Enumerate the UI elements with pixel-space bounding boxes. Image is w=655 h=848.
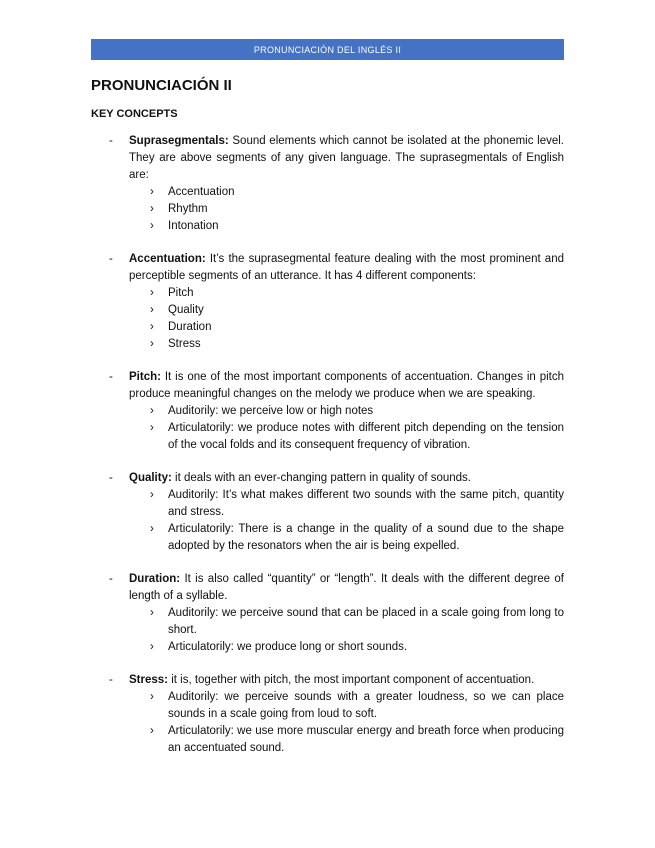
concept-quality: [91, 470, 564, 555]
concept-stress: [91, 672, 564, 757]
subitem: [150, 184, 564, 201]
chevron-right-icon: ›: [150, 220, 154, 232]
bullet-dash: -: [109, 674, 113, 686]
subitem-list: [129, 487, 564, 555]
subitem-list: [129, 689, 564, 757]
subitem-text: Auditorily: we perceive sounds with a greater loudness, so we can place sounds in a scale going from loud to soft.: [168, 691, 564, 720]
concept-definition: [129, 133, 564, 184]
concept-term: Stress:: [129, 674, 168, 686]
subitem-list: [129, 184, 564, 235]
bullet-dash: -: [109, 573, 113, 585]
subitem-text: Articulatorily: we use more muscular energy and breath force when producing an accentuated sound.: [168, 725, 564, 754]
concept-suprasegmentals: [91, 133, 564, 235]
concept-list: [91, 133, 564, 773]
concept-text: it is, together with pitch, the most important component of accentuation.: [168, 674, 535, 686]
subitem: [150, 403, 564, 420]
concept-term: Suprasegmentals:: [129, 135, 229, 147]
concept-definition: [129, 369, 564, 403]
subitem-text: Pitch: [168, 287, 194, 299]
subitem-list: [129, 403, 564, 454]
chevron-right-icon: ›: [150, 186, 154, 198]
header-title: PRONUNCIACIÓN DEL INGLÉS II: [253, 44, 402, 55]
chevron-right-icon: ›: [150, 287, 154, 299]
bullet-dash: -: [109, 472, 113, 484]
chevron-right-icon: ›: [150, 641, 154, 653]
bullet-dash: -: [109, 253, 113, 265]
concept-definition: [129, 251, 564, 285]
section-heading: KEY CONCEPTS: [91, 108, 178, 120]
subitem: [150, 302, 564, 319]
subitem-text: Accentuation: [168, 186, 235, 198]
chevron-right-icon: ›: [150, 405, 154, 417]
subitem: [150, 218, 564, 235]
concept-text: it deals with an ever-changing pattern in quality of sounds.: [171, 472, 471, 484]
concept-accentuation: [91, 251, 564, 353]
concept-text: It’s the suprasegmental feature dealing with the most prominent and perceptible segments of an utterance. It has 4 different components:: [129, 253, 564, 282]
subitem: [150, 285, 564, 302]
subitem-text: Auditorily: It’s what makes different two sounds with the same pitch, quantity and stress.: [168, 489, 564, 518]
concept-text: It is also called “quantity” or “length”. It deals with the different degree of length of a syllable.: [129, 573, 564, 602]
bullet-dash: -: [109, 371, 113, 383]
subitem: [150, 605, 564, 639]
concept-definition: [129, 571, 564, 605]
chevron-right-icon: ›: [150, 321, 154, 333]
subitem: [150, 639, 564, 656]
concept-text: It is one of the most important components of accentuation. Changes in pitch produce meaningful changes on the melody we produce when we are speaking.: [129, 371, 564, 400]
concept-text: Sound elements which cannot be isolated at the phonemic level. They are above segments of any given language. The suprasegmentals of English are:: [129, 135, 564, 181]
subitem: [150, 521, 564, 555]
concept-definition: [129, 470, 564, 487]
subitem-text: Articulatorily: we produce long or short sounds.: [168, 641, 408, 653]
subitem: [150, 336, 564, 353]
subitem-text: Duration: [168, 321, 212, 333]
subitem-text: Auditorily: we perceive sound that can be placed in a scale going from long to short.: [168, 607, 564, 636]
subitem: [150, 201, 564, 218]
subitem-text: Articulatorily: we produce notes with different pitch depending on the tension of the vocal folds and its consequent frequency of vibration.: [168, 422, 564, 451]
subitem: [150, 420, 564, 454]
chevron-right-icon: ›: [150, 203, 154, 215]
subitem: [150, 319, 564, 336]
concept-term: Pitch:: [129, 371, 161, 383]
chevron-right-icon: ›: [150, 489, 154, 501]
subitem-text: Rhythm: [168, 203, 208, 215]
subitem-text: Auditorily: we perceive low or high notes: [168, 405, 374, 417]
concept-duration: [91, 571, 564, 656]
chevron-right-icon: ›: [150, 725, 154, 737]
chevron-right-icon: ›: [150, 607, 154, 619]
concept-term: Quality:: [129, 472, 172, 484]
chevron-right-icon: ›: [150, 338, 154, 350]
concept-definition: [129, 672, 564, 689]
subitem-text: Quality: [168, 304, 204, 316]
subitem: [150, 487, 564, 521]
chevron-right-icon: ›: [150, 523, 154, 535]
concept-pitch: [91, 369, 564, 454]
subitem-list: [129, 605, 564, 656]
subitem-text: Stress: [168, 338, 201, 350]
subitem-text: Intonation: [168, 220, 219, 232]
chevron-right-icon: ›: [150, 691, 154, 703]
concept-term: Duration:: [129, 573, 181, 585]
subitem-text: Articulatorily: There is a change in the quality of a sound due to the shape adopted by the resonators when the air is being expelled.: [168, 523, 564, 552]
bullet-dash: -: [109, 135, 113, 147]
subitem: [150, 723, 564, 757]
document-title: PRONUNCIACIÓN II: [91, 77, 232, 94]
header-banner: [91, 39, 564, 60]
chevron-right-icon: ›: [150, 422, 154, 434]
subitem: [150, 689, 564, 723]
chevron-right-icon: ›: [150, 304, 154, 316]
concept-term: Accentuation:: [129, 253, 206, 265]
subitem-list: [129, 285, 564, 353]
